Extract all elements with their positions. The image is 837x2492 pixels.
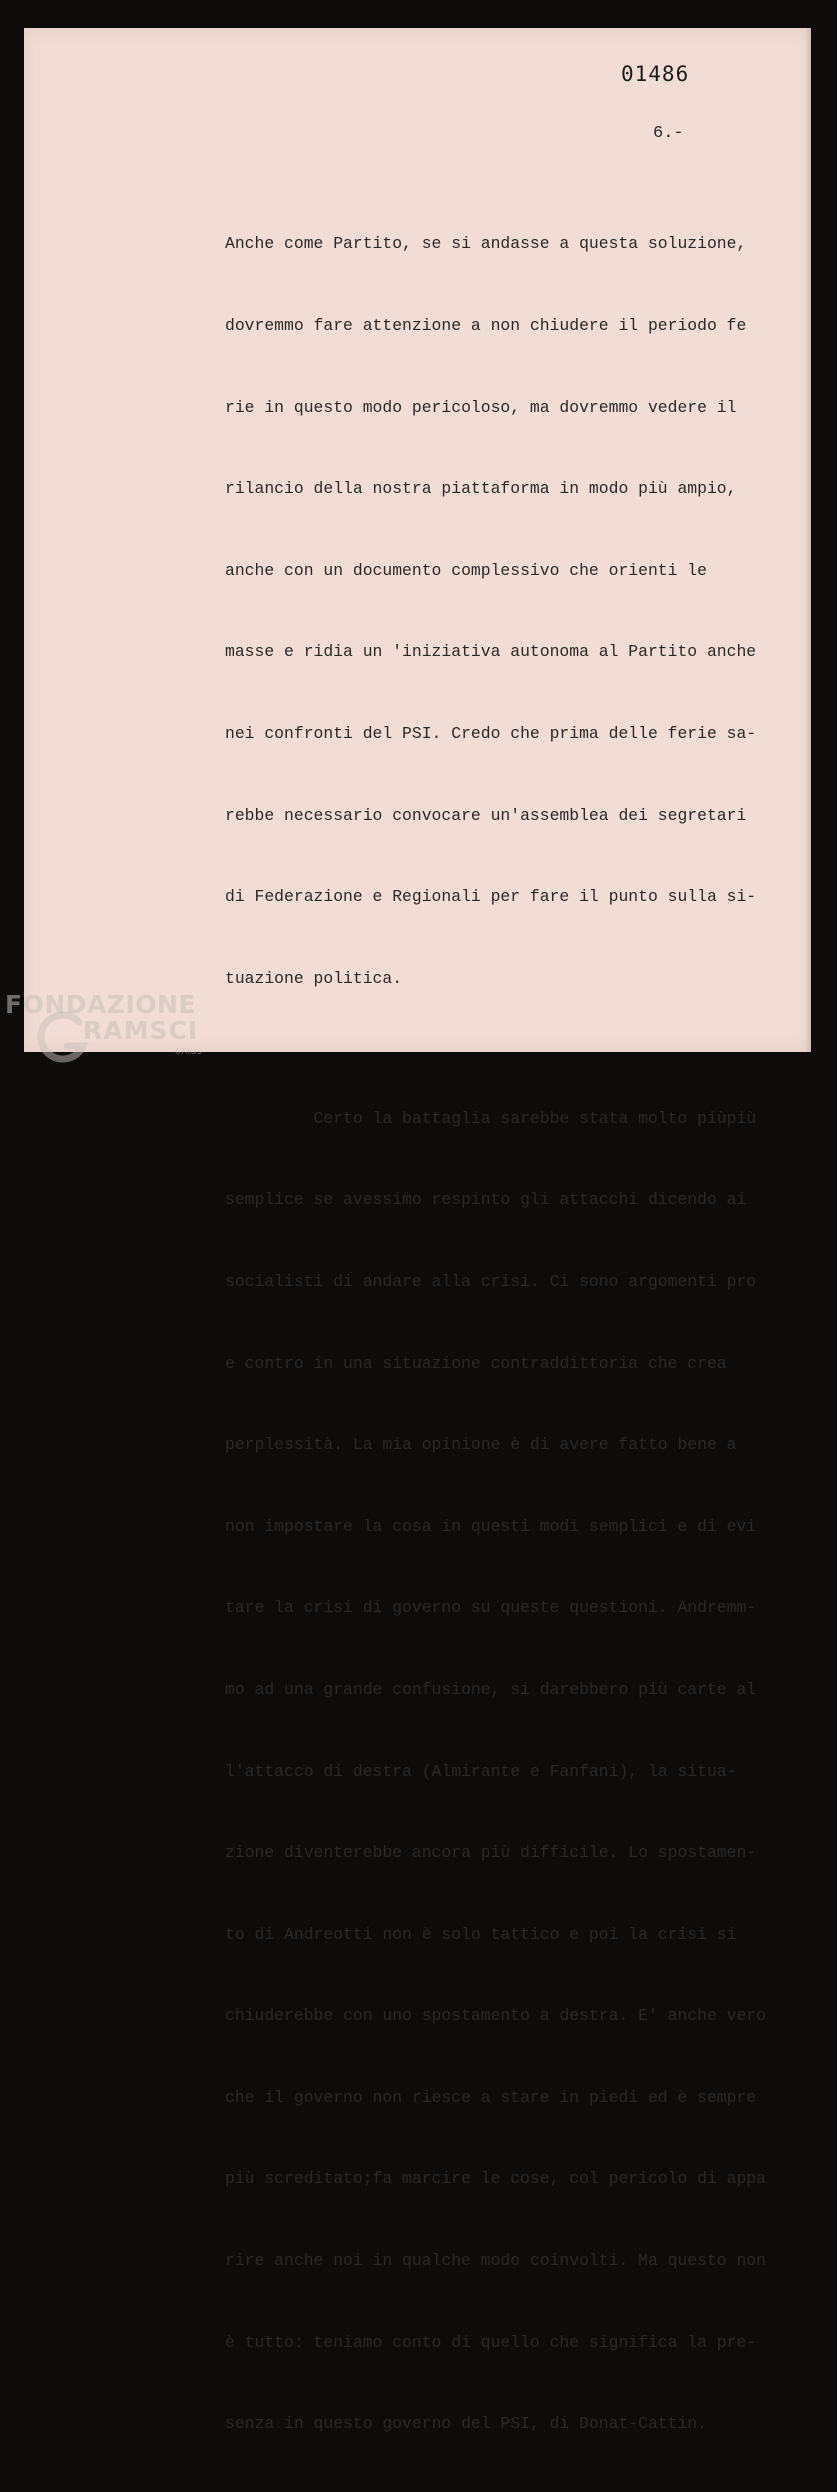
text-line: che il governo non riesce a stare in piedi ed è sempre [225, 2087, 757, 2107]
text-line: rie in questo modo pericoloso, ma dovremmo vedere il [225, 397, 737, 417]
text-line: dovremmo fare attenzione a non chiudere il periodo fe [225, 316, 747, 335]
text-line: rilancio della nostra piattaforma in modo più ampio, [225, 479, 737, 499]
archive-number: 01486 [621, 62, 690, 86]
text-line: più screditato;fa marcire le cose, col pericolo di appa [225, 2169, 766, 2189]
text-line: zione diventerebbe ancora più difficile. Lo spostamen- [225, 1843, 757, 1863]
watermark-line2: RAMSCI [83, 1016, 199, 1045]
watermark-line3: onlus [175, 1046, 202, 1057]
text-line: senza in questo governo del PSI, di Donat-Cattin. [225, 2414, 707, 2434]
text-line: mo ad una grande confusione, si darebbero più carte al [225, 1679, 757, 1699]
text-line: di Federazione e Regionali per fare il punto sulla si- [225, 887, 757, 907]
text-line: tare la crisi di governo su queste questioni. Andremm- [225, 1598, 757, 1618]
text-line: perplessità. La mia opinione è di avere fatto bene a [225, 1435, 737, 1455]
text-line: è tutto: teniamo conto di quello che significa la pre- [225, 2332, 757, 2352]
text-line: l'attacco di destra (Almirante e Fanfani), la situa- [225, 1761, 737, 1781]
text-line: semplice se avessimo respinto gli attacchi dicendo ai [225, 1190, 747, 1210]
text-line: e contro in una situazione contraddittoria che crea [225, 1353, 727, 1373]
typed-body-text [225, 176, 785, 2492]
page-number: 6.- [653, 124, 684, 143]
watermark-line1: FONDAZIONE [5, 990, 197, 1019]
text-line: non impostare la cosa in questi modi semplici e di evi [225, 1516, 757, 1536]
text-line: chiuderebbe con uno spostamento a destra. E' anche vero [225, 2006, 766, 2026]
text-line: rire anche noi in qualche modo coinvolti. Ma questo non [225, 2251, 766, 2271]
watermark-g-logo-icon [39, 1008, 89, 1068]
text-line: nei confronti del PSI. Credo che prima delle ferie sa- [225, 723, 757, 743]
text-line: Certo la battaglia sarebbe stata molto piùpiù [225, 1108, 757, 1128]
text-line: anche con un documento complessivo che orienti le [225, 560, 707, 580]
text-line: socialisti di andare alla crisi. Ci sono argomenti pro [225, 1271, 757, 1291]
text-line: tuazione politica. [225, 968, 403, 988]
text-line: Anche come Partito, se si andasse a questa soluzione, [225, 234, 747, 254]
text-line: rebbe necessario convocare un'assemblea dei segretari [225, 805, 747, 825]
text-line: to di Andreotti non è solo tattico e poi la crisi si [225, 1924, 737, 1944]
fondazione-gramsci-watermark [5, 990, 225, 1080]
paragraph-gap [225, 1046, 785, 1050]
paper-edge-shadow [805, 28, 811, 1052]
text-line: masse e ridia un 'iniziativa autonoma al Partito anche [225, 642, 757, 662]
